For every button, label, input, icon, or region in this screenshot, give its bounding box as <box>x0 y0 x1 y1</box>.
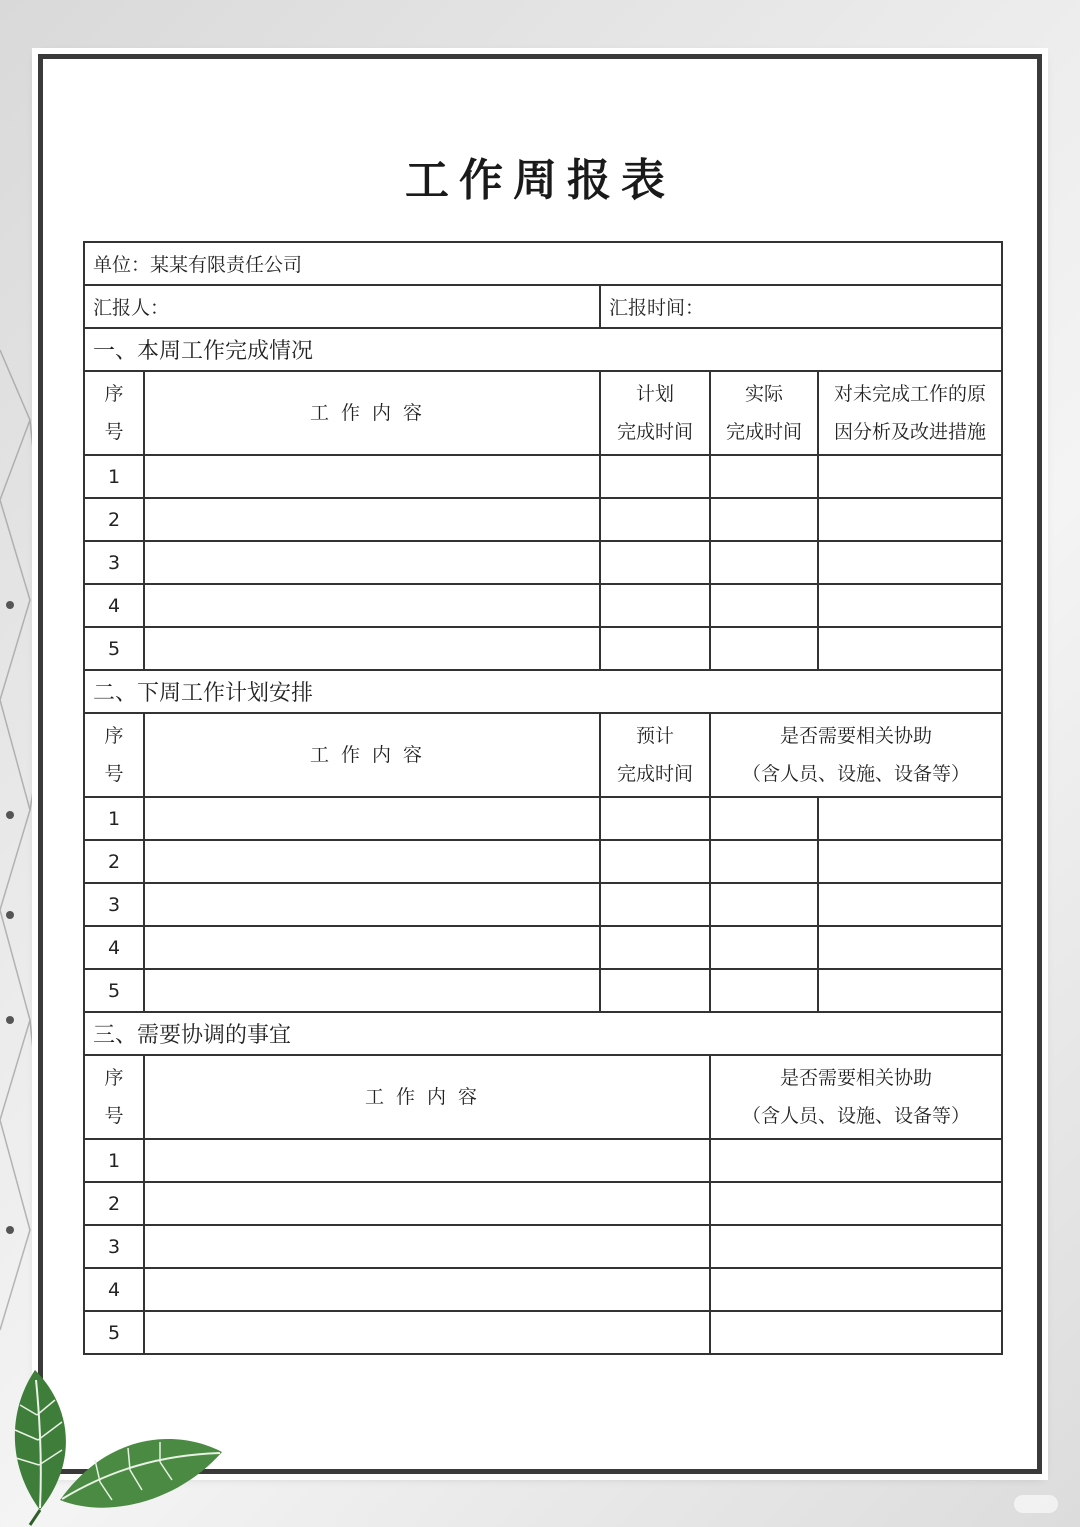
reason-cell[interactable] <box>818 541 1002 584</box>
assist-cell[interactable] <box>710 1268 1002 1311</box>
content-cell[interactable] <box>144 541 600 584</box>
content-cell[interactable] <box>144 455 600 498</box>
section3-header-row <box>84 1055 1002 1139</box>
content-header: 工作内容 <box>144 713 600 797</box>
actual-time-cell[interactable] <box>710 627 818 670</box>
plan-time-cell[interactable] <box>600 584 710 627</box>
reason-cell[interactable] <box>818 455 1002 498</box>
seq-header: 序 号 <box>84 371 144 455</box>
watermark-badge <box>1014 1495 1058 1513</box>
content-cell[interactable] <box>144 627 600 670</box>
seq-header: 序 号 <box>84 713 144 797</box>
actual-time-cell[interactable] <box>710 498 818 541</box>
section2-title: 二、下周工作计划安排 <box>84 670 1002 713</box>
row-number: 1 <box>84 1139 144 1182</box>
unit-value: 某某有限责任公司 <box>150 254 303 276</box>
assist-header: 是否需要相关协助 （含人员、设施、设备等） <box>710 1055 1002 1139</box>
row-number: 4 <box>84 926 144 969</box>
actual-time-header: 实际 完成时间 <box>710 371 818 455</box>
assist-cell[interactable] <box>710 1311 1002 1354</box>
actual-time-cell[interactable] <box>710 541 818 584</box>
assist-cell[interactable] <box>710 1139 1002 1182</box>
content-cell[interactable] <box>144 969 600 1012</box>
content-cell[interactable] <box>144 1311 710 1354</box>
report-time-label: 汇报时间： <box>609 297 705 319</box>
row-number: 3 <box>84 1225 144 1268</box>
row-number: 5 <box>84 969 144 1012</box>
table-row <box>84 1225 1002 1268</box>
table-row <box>84 840 1002 883</box>
table-row <box>84 1311 1002 1354</box>
expected-time-header: 预计 完成时间 <box>600 713 710 797</box>
content-cell[interactable] <box>144 1225 710 1268</box>
assist-cell-a[interactable] <box>710 840 818 883</box>
reporter-label: 汇报人： <box>93 297 170 319</box>
actual-time-cell[interactable] <box>710 584 818 627</box>
assist-cell-b[interactable] <box>818 969 1002 1012</box>
unit-row <box>84 242 1002 285</box>
table-row <box>84 969 1002 1012</box>
plan-time-cell[interactable] <box>600 541 710 584</box>
unit-cell[interactable] <box>84 242 1002 285</box>
table-row <box>84 541 1002 584</box>
section1-header-row <box>84 371 1002 455</box>
section1-title-row <box>84 328 1002 371</box>
content-cell[interactable] <box>144 926 600 969</box>
plan-time-cell[interactable] <box>600 627 710 670</box>
expected-time-cell[interactable] <box>600 840 710 883</box>
expected-time-cell[interactable] <box>600 926 710 969</box>
table-row <box>84 797 1002 840</box>
weekly-report-table <box>83 241 1003 1355</box>
assist-cell-a[interactable] <box>710 926 818 969</box>
row-number: 5 <box>84 1311 144 1354</box>
assist-cell-b[interactable] <box>818 883 1002 926</box>
table-row <box>84 498 1002 541</box>
row-number: 2 <box>84 1182 144 1225</box>
assist-cell[interactable] <box>710 1182 1002 1225</box>
table-row <box>84 627 1002 670</box>
content-header: 工作内容 <box>144 1055 710 1139</box>
table-row <box>84 455 1002 498</box>
content-cell[interactable] <box>144 883 600 926</box>
assist-cell-b[interactable] <box>818 797 1002 840</box>
assist-cell-a[interactable] <box>710 797 818 840</box>
reason-cell[interactable] <box>818 627 1002 670</box>
assist-cell[interactable] <box>710 1225 1002 1268</box>
document-page <box>38 54 1042 1474</box>
plan-time-header: 计划 完成时间 <box>600 371 710 455</box>
row-number: 2 <box>84 498 144 541</box>
content-cell[interactable] <box>144 1182 710 1225</box>
table-row <box>84 926 1002 969</box>
page-title: 工作周报表 <box>405 155 675 206</box>
section2-title-row <box>84 670 1002 713</box>
assist-cell-b[interactable] <box>818 840 1002 883</box>
section3-title: 三、需要协调的事宜 <box>84 1012 1002 1055</box>
section1-title: 一、本周工作完成情况 <box>84 328 1002 371</box>
reason-cell[interactable] <box>818 498 1002 541</box>
reporter-cell[interactable] <box>84 285 600 328</box>
reporter-row <box>84 285 1002 328</box>
row-number: 3 <box>84 883 144 926</box>
assist-cell-a[interactable] <box>710 883 818 926</box>
content-header: 工作内容 <box>144 371 600 455</box>
row-number: 2 <box>84 840 144 883</box>
expected-time-cell[interactable] <box>600 797 710 840</box>
assist-header: 是否需要相关协助 （含人员、设施、设备等） <box>710 713 1002 797</box>
section3-title-row <box>84 1012 1002 1055</box>
content-cell[interactable] <box>144 797 600 840</box>
table-row <box>84 1268 1002 1311</box>
content-cell[interactable] <box>144 840 600 883</box>
content-cell[interactable] <box>144 498 600 541</box>
row-number: 1 <box>84 797 144 840</box>
actual-time-cell[interactable] <box>710 455 818 498</box>
section2-header-row <box>84 713 1002 797</box>
expected-time-cell[interactable] <box>600 883 710 926</box>
row-number: 4 <box>84 1268 144 1311</box>
seq-header: 序 号 <box>84 1055 144 1139</box>
content-cell[interactable] <box>144 1139 710 1182</box>
content-cell[interactable] <box>144 1268 710 1311</box>
expected-time-cell[interactable] <box>600 969 710 1012</box>
table-row <box>84 883 1002 926</box>
report-time-cell[interactable] <box>600 285 1002 328</box>
table-row <box>84 1139 1002 1182</box>
row-number: 3 <box>84 541 144 584</box>
assist-cell-a[interactable] <box>710 969 818 1012</box>
reason-cell[interactable] <box>818 584 1002 627</box>
plan-time-cell[interactable] <box>600 455 710 498</box>
assist-cell-b[interactable] <box>818 926 1002 969</box>
table-row <box>84 584 1002 627</box>
reason-header: 对未完成工作的原 因分析及改进措施 <box>818 371 1002 455</box>
plan-time-cell[interactable] <box>600 498 710 541</box>
row-number: 1 <box>84 455 144 498</box>
row-number: 5 <box>84 627 144 670</box>
content-cell[interactable] <box>144 584 600 627</box>
table-row <box>84 1182 1002 1225</box>
row-number: 4 <box>84 584 144 627</box>
unit-label: 单位： <box>93 254 151 276</box>
leaf-icon <box>0 1360 240 1527</box>
